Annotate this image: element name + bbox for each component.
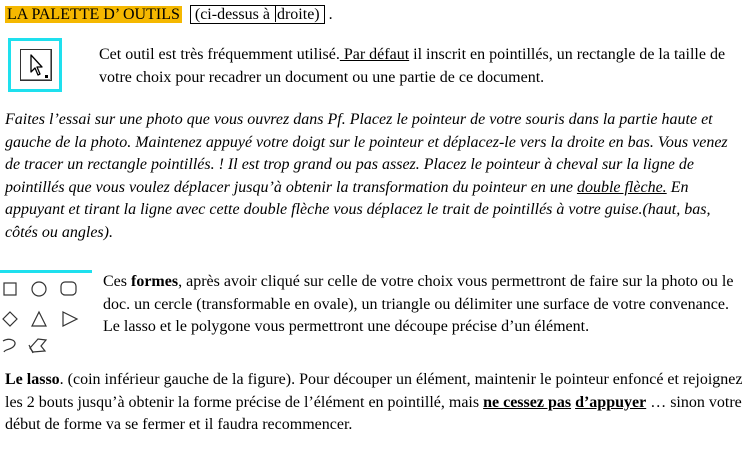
para1-underlined: Par défaut	[339, 46, 410, 63]
paragraph-shapes	[103, 271, 748, 339]
subtitle-part-a: (ci-dessus à	[194, 6, 274, 23]
title-trailing: .	[328, 6, 333, 23]
para2-underlined: double flèche.	[576, 178, 667, 196]
text-caret	[275, 5, 276, 22]
arrow-cursor-icon	[20, 49, 52, 81]
title-highlight: LA PALETTE D’ OUTILS	[7, 6, 180, 23]
subtitle-part-b: droite)	[276, 6, 320, 23]
shapes-palette	[0, 270, 92, 366]
para4-text-2: … sinon votre début de forme va se fermer et il faudra recommencer.	[5, 393, 742, 434]
paragraph-cursor-tool	[99, 44, 744, 89]
para2-text-2: En appuyant et tirant la ligne avec cette double flèche vous déplacez le trait de pointillés à votre guise.(haut, bas, côtés ou angles).	[5, 178, 711, 241]
para4-emphasis-1: ne cessez pas	[483, 393, 572, 411]
para3-text-1: Ces	[103, 273, 131, 290]
para1-text-1: Cet outil est très fréquemment utilisé.	[99, 46, 340, 63]
tool-icon-frame	[8, 38, 62, 92]
page-title	[5, 4, 333, 26]
para4-text-1: . (coin inférieur gauche de la figure). Pour découper un élément, maintenir le pointeur enfoncé et rejoignez les 2 bouts jusqu’à obtenir la forme précise de l’élément en pointillé, mais	[5, 371, 743, 411]
para4-emphasis-2: d’appuyer	[575, 393, 647, 411]
subtitle-box	[190, 5, 325, 24]
paragraph-lasso	[5, 369, 745, 437]
paragraph-instructions	[5, 109, 745, 245]
para4-bold-title: Le lasso	[5, 371, 60, 388]
para1-text-2: il inscrit en pointillés, un rectangle de la taille de votre choix pour recadrer un document ou une partie de ce document.	[99, 46, 726, 86]
para2-text-1: Faites l’essai sur une photo que vous ouvrez dans Pf. Placez le pointeur de votre souris dans la partie haute et gauche de la photo. Maintenez appuyé votre doigt sur le pointeur et déplacez-le vers la droite en bas. Vous venez de tracer un rectangle pointillés. ! Il est trop grand ou pas assez. Placez le pointeur à cheval sur la ligne de pointillés que vous voulez déplacer jusqu’à obtenir la transformation du pointeur en une	[5, 111, 728, 196]
para3-bold: formes	[131, 273, 179, 290]
para3-text-2: , après avoir cliqué sur celle de votre choix vous permettront de faire sur la photo ou le doc. un cercle (transformable en ovale), un triangle ou délimiter une surface de votre convenance. Le lasso et le polygone vous permettront une découpe précise d’un élément.	[103, 273, 734, 336]
